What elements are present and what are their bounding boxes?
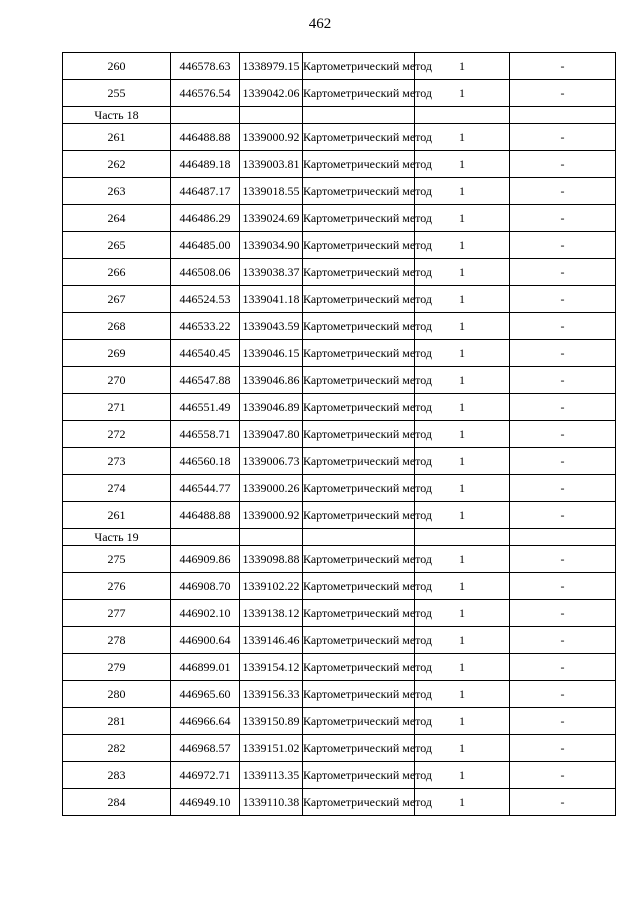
accuracy-cell: 1 — [415, 151, 510, 178]
x-coordinate-cell: 446965.60 — [171, 681, 240, 708]
y-coordinate-cell: 1339138.12 — [240, 600, 303, 627]
note-cell: - — [510, 394, 616, 421]
x-coordinate-cell: 446900.64 — [171, 627, 240, 654]
x-coordinate-cell: 446547.88 — [171, 367, 240, 394]
note-cell: - — [510, 367, 616, 394]
point-id-cell: 265 — [63, 232, 171, 259]
empty-cell — [415, 107, 510, 124]
note-cell: - — [510, 205, 616, 232]
accuracy-cell: 1 — [415, 475, 510, 502]
x-coordinate-cell: 446551.49 — [171, 394, 240, 421]
table-row — [63, 475, 616, 502]
y-coordinate-cell: 1339046.15 — [240, 340, 303, 367]
table-row — [63, 151, 616, 178]
table-row — [63, 313, 616, 340]
y-coordinate-cell: 1339042.06 — [240, 80, 303, 107]
point-id-cell: 280 — [63, 681, 171, 708]
accuracy-cell: 1 — [415, 178, 510, 205]
point-id-cell: 261 — [63, 502, 171, 529]
method-cell: Картометрический метод — [303, 205, 415, 232]
note-cell: - — [510, 475, 616, 502]
note-cell: - — [510, 762, 616, 789]
y-coordinate-cell: 1339113.35 — [240, 762, 303, 789]
y-coordinate-cell: 1339154.12 — [240, 654, 303, 681]
table-row — [63, 573, 616, 600]
accuracy-cell: 1 — [415, 762, 510, 789]
point-id-cell: 260 — [63, 53, 171, 80]
table-row — [63, 286, 616, 313]
table-row — [63, 681, 616, 708]
note-cell: - — [510, 448, 616, 475]
table-row — [63, 448, 616, 475]
x-coordinate-cell: 446544.77 — [171, 475, 240, 502]
point-id-cell: 269 — [63, 340, 171, 367]
coordinates-table-body — [63, 53, 616, 816]
note-cell: - — [510, 80, 616, 107]
y-coordinate-cell: 1339000.92 — [240, 502, 303, 529]
note-cell: - — [510, 502, 616, 529]
y-coordinate-cell: 1338979.15 — [240, 53, 303, 80]
table-row — [63, 735, 616, 762]
accuracy-cell: 1 — [415, 654, 510, 681]
x-coordinate-cell: 446487.17 — [171, 178, 240, 205]
accuracy-cell: 1 — [415, 789, 510, 816]
x-coordinate-cell: 446486.29 — [171, 205, 240, 232]
table-row — [63, 232, 616, 259]
point-id-cell: 274 — [63, 475, 171, 502]
y-coordinate-cell: 1339043.59 — [240, 313, 303, 340]
table-row — [63, 708, 616, 735]
table-row — [63, 367, 616, 394]
x-coordinate-cell: 446524.53 — [171, 286, 240, 313]
y-coordinate-cell: 1339038.37 — [240, 259, 303, 286]
accuracy-cell: 1 — [415, 232, 510, 259]
table-row — [63, 340, 616, 367]
method-cell: Картометрический метод — [303, 735, 415, 762]
accuracy-cell: 1 — [415, 367, 510, 394]
x-coordinate-cell: 446578.63 — [171, 53, 240, 80]
y-coordinate-cell: 1339046.89 — [240, 394, 303, 421]
empty-cell — [510, 107, 616, 124]
table-row — [63, 80, 616, 107]
accuracy-cell: 1 — [415, 681, 510, 708]
method-cell: Картометрический метод — [303, 421, 415, 448]
table-row — [63, 546, 616, 573]
accuracy-cell: 1 — [415, 394, 510, 421]
table-row — [63, 502, 616, 529]
method-cell: Картометрический метод — [303, 708, 415, 735]
point-id-cell: 268 — [63, 313, 171, 340]
point-id-cell: 273 — [63, 448, 171, 475]
point-id-cell: 261 — [63, 124, 171, 151]
method-cell: Картометрический метод — [303, 762, 415, 789]
point-id-cell: 270 — [63, 367, 171, 394]
note-cell: - — [510, 232, 616, 259]
note-cell: - — [510, 708, 616, 735]
x-coordinate-cell: 446899.01 — [171, 654, 240, 681]
accuracy-cell: 1 — [415, 573, 510, 600]
accuracy-cell: 1 — [415, 205, 510, 232]
method-cell: Картометрический метод — [303, 573, 415, 600]
method-cell: Картометрический метод — [303, 546, 415, 573]
table-row — [63, 259, 616, 286]
method-cell: Картометрический метод — [303, 394, 415, 421]
method-cell: Картометрический метод — [303, 232, 415, 259]
note-cell: - — [510, 735, 616, 762]
table-row — [63, 178, 616, 205]
x-coordinate-cell: 446488.88 — [171, 124, 240, 151]
table-row — [63, 789, 616, 816]
table-row — [63, 654, 616, 681]
empty-cell — [240, 107, 303, 124]
note-cell: - — [510, 600, 616, 627]
table-row — [63, 627, 616, 654]
y-coordinate-cell: 1339046.86 — [240, 367, 303, 394]
accuracy-cell: 1 — [415, 502, 510, 529]
point-id-cell: 277 — [63, 600, 171, 627]
y-coordinate-cell: 1339150.89 — [240, 708, 303, 735]
x-coordinate-cell: 446560.18 — [171, 448, 240, 475]
accuracy-cell: 1 — [415, 708, 510, 735]
point-id-cell: 281 — [63, 708, 171, 735]
point-id-cell: 278 — [63, 627, 171, 654]
accuracy-cell: 1 — [415, 80, 510, 107]
x-coordinate-cell: 446489.18 — [171, 151, 240, 178]
point-id-cell: 282 — [63, 735, 171, 762]
y-coordinate-cell: 1339110.38 — [240, 789, 303, 816]
point-id-cell: 262 — [63, 151, 171, 178]
note-cell: - — [510, 789, 616, 816]
method-cell: Картометрический метод — [303, 475, 415, 502]
x-coordinate-cell: 446488.88 — [171, 502, 240, 529]
table-row — [63, 394, 616, 421]
x-coordinate-cell: 446972.71 — [171, 762, 240, 789]
y-coordinate-cell: 1339006.73 — [240, 448, 303, 475]
point-id-cell: 276 — [63, 573, 171, 600]
method-cell: Картометрический метод — [303, 600, 415, 627]
y-coordinate-cell: 1339151.02 — [240, 735, 303, 762]
note-cell: - — [510, 573, 616, 600]
y-coordinate-cell: 1339003.81 — [240, 151, 303, 178]
note-cell: - — [510, 53, 616, 80]
method-cell: Картометрический метод — [303, 340, 415, 367]
accuracy-cell: 1 — [415, 448, 510, 475]
y-coordinate-cell: 1339098.88 — [240, 546, 303, 573]
empty-cell — [303, 529, 415, 546]
table-row — [63, 205, 616, 232]
point-id-cell: 263 — [63, 178, 171, 205]
note-cell: - — [510, 151, 616, 178]
y-coordinate-cell: 1339102.22 — [240, 573, 303, 600]
y-coordinate-cell: 1339041.18 — [240, 286, 303, 313]
note-cell: - — [510, 313, 616, 340]
section-label: Часть 18 — [63, 107, 171, 124]
x-coordinate-cell: 446576.54 — [171, 80, 240, 107]
y-coordinate-cell: 1339034.90 — [240, 232, 303, 259]
empty-cell — [171, 529, 240, 546]
empty-cell — [510, 529, 616, 546]
page-number: 462 — [308, 16, 332, 32]
method-cell: Картометрический метод — [303, 313, 415, 340]
note-cell: - — [510, 259, 616, 286]
method-cell: Картометрический метод — [303, 654, 415, 681]
method-cell: Картометрический метод — [303, 627, 415, 654]
section-row — [63, 107, 616, 124]
method-cell: Картометрический метод — [303, 367, 415, 394]
empty-cell — [415, 529, 510, 546]
note-cell: - — [510, 178, 616, 205]
note-cell: - — [510, 124, 616, 151]
method-cell: Картометрический метод — [303, 286, 415, 313]
point-id-cell: 284 — [63, 789, 171, 816]
method-cell: Картометрический метод — [303, 681, 415, 708]
accuracy-cell: 1 — [415, 286, 510, 313]
point-id-cell: 255 — [63, 80, 171, 107]
point-id-cell: 272 — [63, 421, 171, 448]
accuracy-cell: 1 — [415, 313, 510, 340]
method-cell: Картометрический метод — [303, 502, 415, 529]
table-row — [63, 762, 616, 789]
note-cell: - — [510, 421, 616, 448]
method-cell: Картометрический метод — [303, 124, 415, 151]
x-coordinate-cell: 446966.64 — [171, 708, 240, 735]
method-cell: Картометрический метод — [303, 448, 415, 475]
table-row — [63, 600, 616, 627]
x-coordinate-cell: 446540.45 — [171, 340, 240, 367]
point-id-cell: 266 — [63, 259, 171, 286]
point-id-cell: 283 — [63, 762, 171, 789]
x-coordinate-cell: 446949.10 — [171, 789, 240, 816]
method-cell: Картометрический метод — [303, 53, 415, 80]
note-cell: - — [510, 627, 616, 654]
accuracy-cell: 1 — [415, 340, 510, 367]
note-cell: - — [510, 681, 616, 708]
accuracy-cell: 1 — [415, 735, 510, 762]
section-label: Часть 19 — [63, 529, 171, 546]
y-coordinate-cell: 1339047.80 — [240, 421, 303, 448]
table-row — [63, 124, 616, 151]
accuracy-cell: 1 — [415, 600, 510, 627]
note-cell: - — [510, 654, 616, 681]
point-id-cell: 271 — [63, 394, 171, 421]
table-row — [63, 53, 616, 80]
x-coordinate-cell: 446908.70 — [171, 573, 240, 600]
y-coordinate-cell: 1339024.69 — [240, 205, 303, 232]
table-row — [63, 421, 616, 448]
accuracy-cell: 1 — [415, 124, 510, 151]
x-coordinate-cell: 446485.00 — [171, 232, 240, 259]
method-cell: Картометрический метод — [303, 259, 415, 286]
y-coordinate-cell: 1339156.33 — [240, 681, 303, 708]
method-cell: Картометрический метод — [303, 789, 415, 816]
point-id-cell: 279 — [63, 654, 171, 681]
accuracy-cell: 1 — [415, 53, 510, 80]
note-cell: - — [510, 286, 616, 313]
x-coordinate-cell: 446533.22 — [171, 313, 240, 340]
y-coordinate-cell: 1339018.55 — [240, 178, 303, 205]
accuracy-cell: 1 — [415, 627, 510, 654]
y-coordinate-cell: 1339000.26 — [240, 475, 303, 502]
section-row — [63, 529, 616, 546]
note-cell: - — [510, 340, 616, 367]
coordinates-table — [62, 52, 616, 816]
point-id-cell: 264 — [63, 205, 171, 232]
point-id-cell: 275 — [63, 546, 171, 573]
x-coordinate-cell: 446968.57 — [171, 735, 240, 762]
y-coordinate-cell: 1339146.46 — [240, 627, 303, 654]
empty-cell — [171, 107, 240, 124]
method-cell: Картометрический метод — [303, 80, 415, 107]
x-coordinate-cell: 446909.86 — [171, 546, 240, 573]
method-cell: Картометрический метод — [303, 151, 415, 178]
point-id-cell: 267 — [63, 286, 171, 313]
x-coordinate-cell: 446902.10 — [171, 600, 240, 627]
note-cell: - — [510, 546, 616, 573]
accuracy-cell: 1 — [415, 546, 510, 573]
x-coordinate-cell: 446558.71 — [171, 421, 240, 448]
y-coordinate-cell: 1339000.92 — [240, 124, 303, 151]
accuracy-cell: 1 — [415, 421, 510, 448]
x-coordinate-cell: 446508.06 — [171, 259, 240, 286]
method-cell: Картометрический метод — [303, 178, 415, 205]
empty-cell — [240, 529, 303, 546]
accuracy-cell: 1 — [415, 259, 510, 286]
empty-cell — [303, 107, 415, 124]
